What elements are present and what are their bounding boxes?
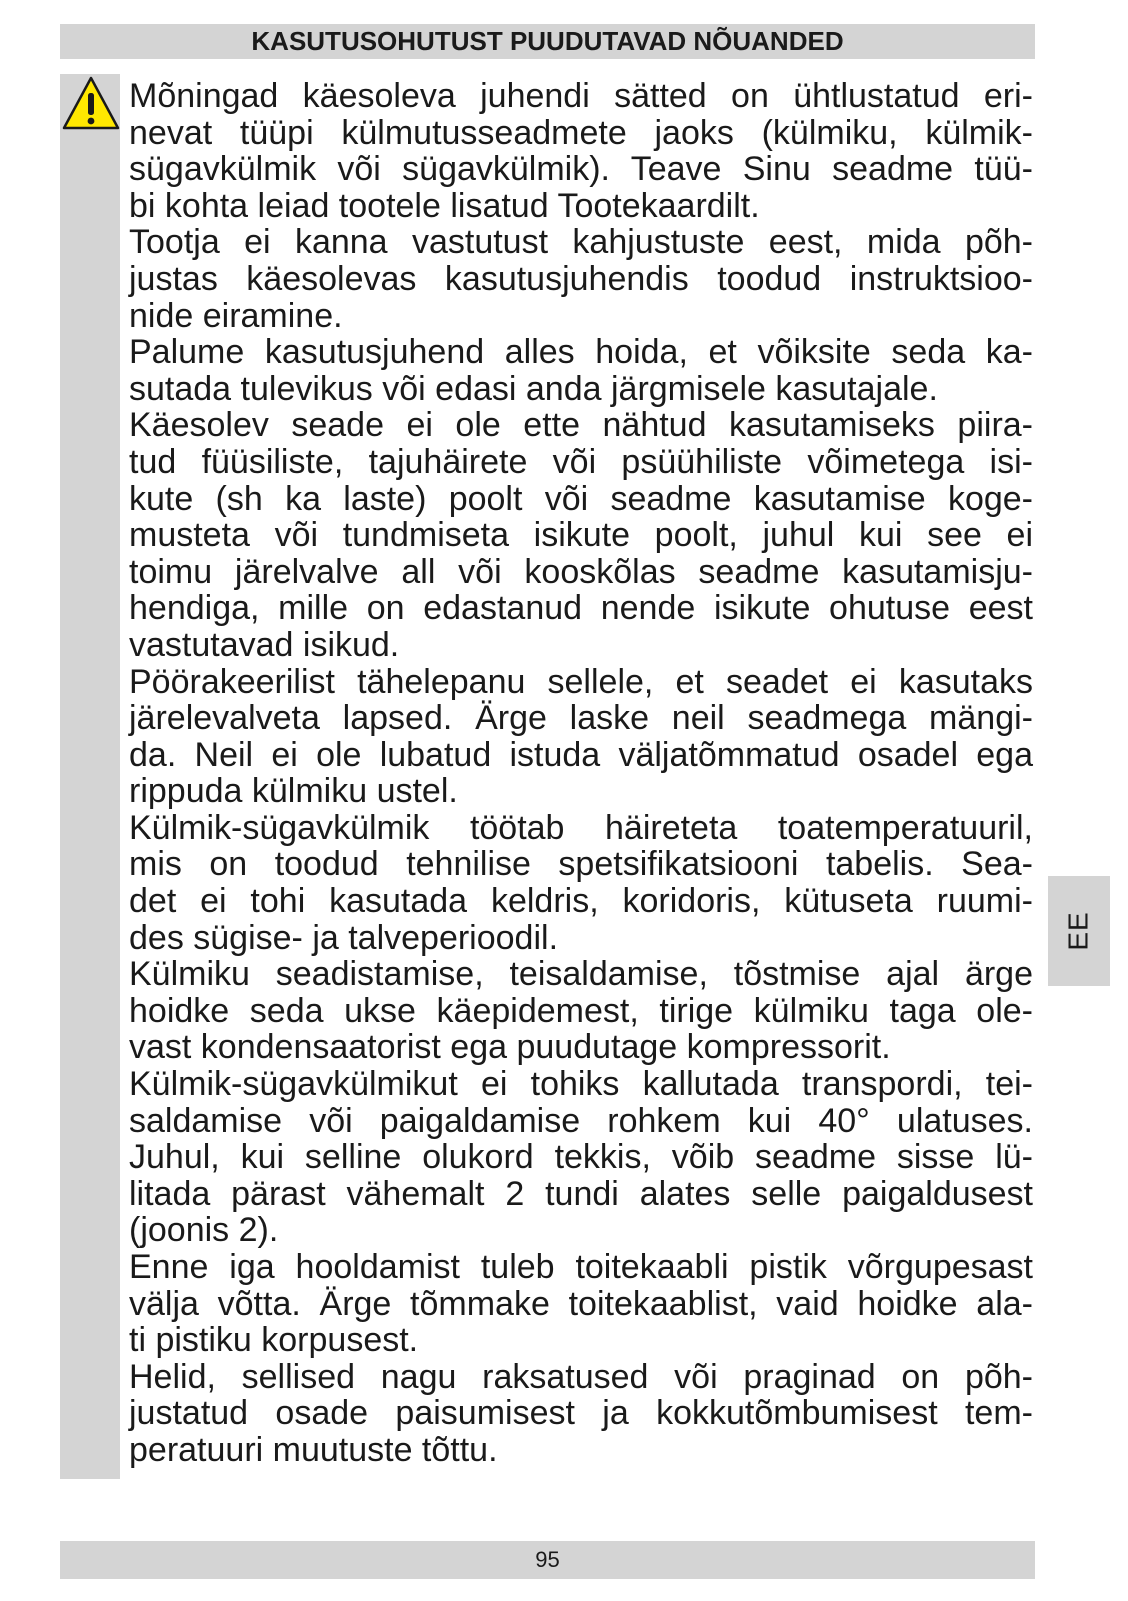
text-line: Juhul, kui selline olukord tekkis, võib seadme sisse lü- xyxy=(129,1138,1033,1177)
text-line: justas käesolevas kasutusjuhendis toodud instruktsioo- xyxy=(129,259,1033,298)
text-line: Pöörakeerilist tähelepanu sellele, et seadet ei kasutaks xyxy=(129,662,1033,701)
text-line: vast kondensaatorist ega puudutage kompressorit. xyxy=(129,1028,891,1067)
text-line: des sügise- ja talveperioodil. xyxy=(129,918,559,957)
text-line: mis on toodud tehnilise spetsifikatsiooni tabelis. Sea- xyxy=(129,845,1033,884)
text-line: Palume kasutusjuhend alles hoida, et võiksite seda ka- xyxy=(129,333,1033,372)
text-line: (joonis 2). xyxy=(129,1211,279,1250)
text-line: nide eiramine. xyxy=(129,296,343,335)
text-line: Külmik-sügavkülmikut ei tohiks kallutada transpordi, tei- xyxy=(129,1065,1033,1104)
language-code: EE xyxy=(1062,911,1094,951)
text-line: nevat tüüpi külmutusseadmete jaoks (külmiku, külmik- xyxy=(129,113,1033,152)
text-line: sutada tulevikus või edasi anda järgmisele kasutajale. xyxy=(129,369,938,408)
section-title: KASUTUSOHUTUST PUUDUTAVAD NÕUANDED xyxy=(251,26,844,56)
text-line: bi kohta leiad tootele lisatud Tootekaardilt. xyxy=(129,186,760,225)
paragraph xyxy=(129,956,1033,1066)
section-header-bar xyxy=(60,24,1035,59)
text-line: tud füüsiliste, tajuhäirete või psüühiliste võimetega isi- xyxy=(129,442,1033,481)
text-line: kute (sh ka laste) poolt või seadme kasutamise koge- xyxy=(129,479,1033,518)
paragraph xyxy=(129,78,1033,224)
paragraph xyxy=(129,1249,1033,1359)
page-number: 95 xyxy=(535,1547,560,1572)
language-tab xyxy=(1048,876,1110,986)
text-line: Käesolev seade ei ole ette nähtud kasutamiseks piira- xyxy=(129,406,1033,445)
text-line: Mõningad käesoleva juhendi sätted on ühtlustatud eri- xyxy=(129,77,1033,115)
paragraph xyxy=(129,1359,1033,1469)
text-line: hoidke seda ukse käepidemest, tirige külmiku taga ole- xyxy=(129,991,1033,1030)
text-line: sügavkülmik või sügavkülmik). Teave Sinu seadme tüü- xyxy=(129,150,1033,189)
footer-bar xyxy=(60,1541,1035,1579)
text-line: Enne iga hooldamist tuleb toitekaabli pistik võrgupesast xyxy=(129,1248,1033,1286)
text-line: toimu järelvalve all või kooskõlas seadme kasutamisju- xyxy=(129,552,1033,591)
warning-triangle-icon xyxy=(61,74,121,132)
text-line: saldamise või paigaldamise rohkem kui 40° ulatuses. xyxy=(129,1101,1033,1140)
text-line: järelevalveta lapsed. Ärge laske neil seadmega mängi- xyxy=(129,699,1033,738)
text-line: välja võtta. Ärge tõmmake toitekaablist, vaid hoidke ala- xyxy=(129,1284,1033,1323)
text-line: vastutavad isikud. xyxy=(129,625,400,664)
text-line: Külmik-sügavkülmik töötab häireteta toatemperatuuril, xyxy=(129,808,1033,847)
paragraph xyxy=(129,810,1033,956)
text-line: justatud osade paisumisest ja kokkutõmbumisest tem- xyxy=(129,1394,1033,1433)
paragraph xyxy=(129,224,1033,334)
text-line: Tootja ei kanna vastutust kahjustuste eest, mida põh- xyxy=(129,223,1033,262)
paragraph xyxy=(129,1066,1033,1249)
text-line: hendiga, mille on edastanud nende isikute ohutuse eest xyxy=(129,589,1033,628)
paragraph xyxy=(129,407,1033,663)
paragraph xyxy=(129,334,1033,407)
paragraph xyxy=(129,664,1033,810)
text-line: det ei tohi kasutada keldris, koridoris, kütuseta ruumi- xyxy=(129,882,1033,921)
text-line: musteta või tundmiseta isikute poolt, juhul kui see ei xyxy=(129,516,1033,555)
text-line: Helid, sellised nagu raksatused või praginad on põh- xyxy=(129,1357,1033,1396)
safety-instructions xyxy=(129,78,1033,1469)
text-line: rippuda külmiku ustel. xyxy=(129,772,458,811)
text-line: litada pärast vähemalt 2 tundi alates selle paigaldusest xyxy=(129,1174,1033,1213)
text-line: Külmiku seadistamise, teisaldamise, tõstmise ajal ärge xyxy=(129,955,1033,994)
text-line: peratuuri muutuste tõttu. xyxy=(129,1430,498,1469)
side-margin-band xyxy=(60,74,120,1479)
text-line: ti pistiku korpusest. xyxy=(129,1321,419,1360)
text-line: da. Neil ei ole lubatud istuda väljatõmmatud osadel ega xyxy=(129,735,1033,774)
